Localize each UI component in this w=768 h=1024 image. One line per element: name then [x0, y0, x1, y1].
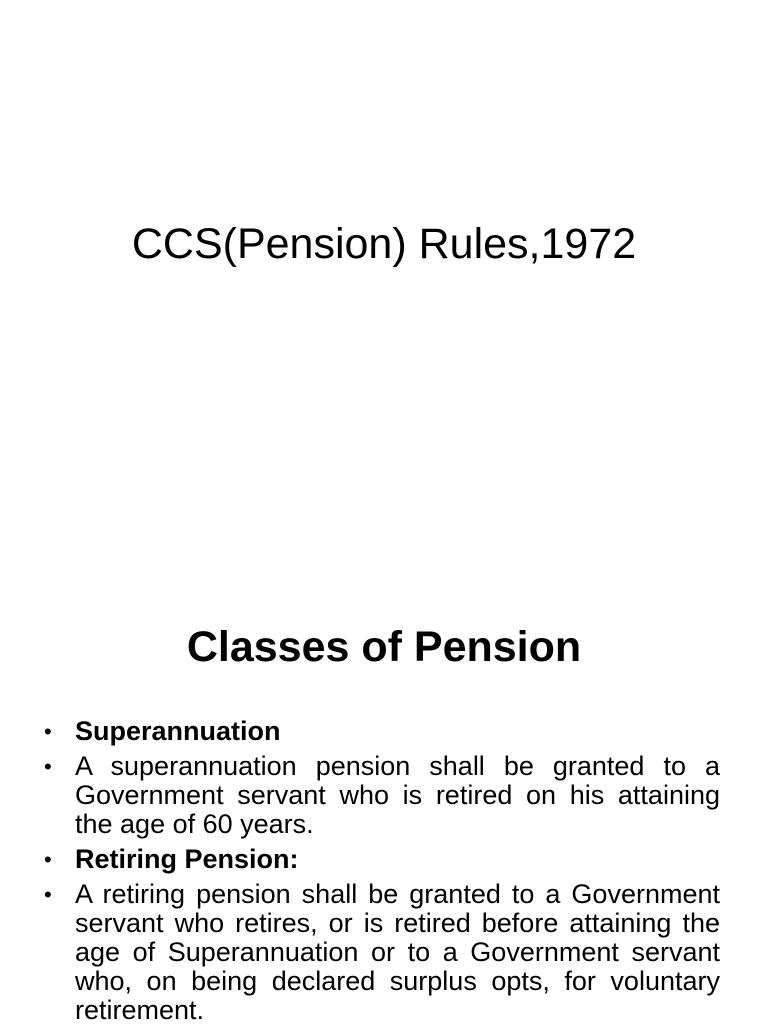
bullet-dot: •: [44, 719, 52, 744]
bullet-dot: •: [44, 847, 52, 872]
slide-classes-of-pension: [0, 576, 768, 1024]
bullet-item-superannuation-description: [44, 751, 720, 839]
bullet-text: A retiring pension shall be granted to a Government servant who retires, or is retired before attaining the age of Superannuation or to a Government servant who, on being declared surplus opts, for voluntary retirement.: [75, 879, 720, 1024]
bullet-item-superannuation-heading: [44, 716, 720, 746]
bullet-dot: •: [44, 754, 52, 779]
bullet-item-retiring-heading: [44, 844, 720, 874]
bullet-item-retiring-description: [44, 879, 720, 1024]
document-title: CCS(Pension) Rules,1972: [131, 220, 637, 268]
bullet-list: [0, 717, 768, 1024]
bullet-text: Retiring Pension:: [75, 844, 299, 874]
bullet-text: A superannuation pension shall be granted to a Government servant who is retired on his attaining the age of 60 years.: [75, 751, 720, 839]
slide-heading: Classes of Pension: [186, 623, 582, 671]
bullet-dot: •: [44, 882, 52, 907]
bullet-text: Superannuation: [75, 716, 281, 746]
